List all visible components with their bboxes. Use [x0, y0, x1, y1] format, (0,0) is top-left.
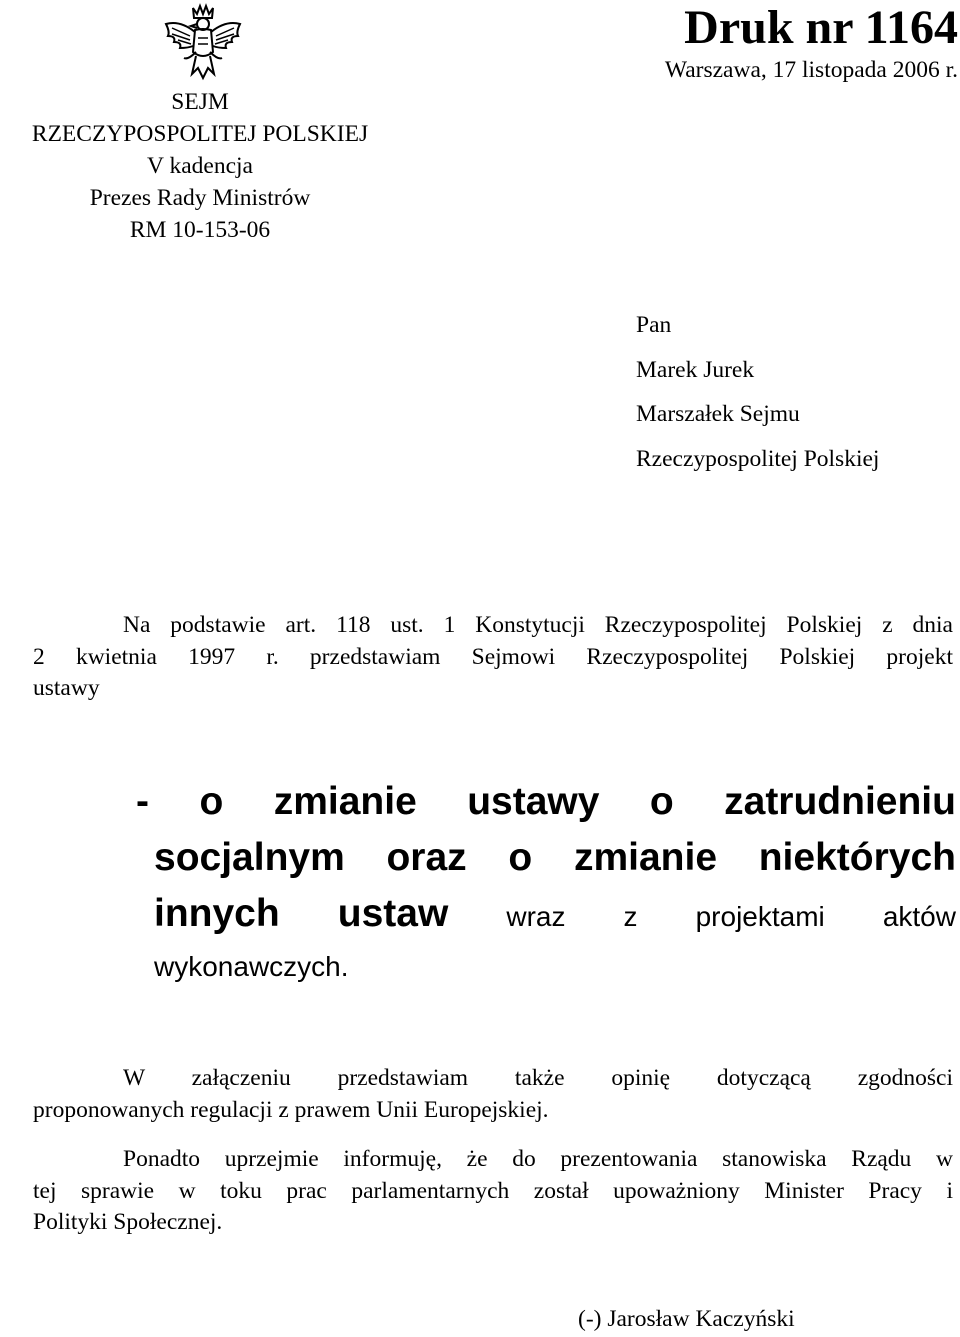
bill-title-line-1 — [136, 774, 956, 830]
attachment-line-2: proponowanych regulacji z prawem Unii Europejskiej. — [33, 1096, 549, 1123]
bill-word: aktów — [882, 901, 956, 932]
bill-word: zatrudnieniu — [724, 780, 956, 823]
bill-title-line-2 — [136, 830, 956, 886]
bill-word: niektórych — [758, 836, 956, 879]
representative-paragraph — [33, 1144, 953, 1239]
intro-paragraph — [33, 610, 953, 705]
bill-word: ustaw — [337, 892, 449, 935]
attachment-line-1: W załączeniu przedstawiam także opinię dotyczącą zgodności — [123, 1065, 953, 1091]
intro-line-3: ustawy — [33, 675, 100, 701]
polish-eagle-emblem-icon — [160, 2, 246, 86]
intro-line-2: 2 kwietnia 1997 r. przedstawiam Sejmowi Rzeczypospolitej Polskiej projekt — [33, 643, 953, 670]
bill-word: o — [508, 836, 533, 879]
republic-line: RZECZYPOSPOLITEJ POLSKIEJ — [31, 121, 369, 147]
bill-word: zmianie — [273, 780, 417, 823]
reference-number: RM 10-153-06 — [129, 217, 271, 243]
bill-title-line-3 — [136, 886, 956, 945]
bill-word: z — [623, 901, 638, 932]
bill-title — [136, 774, 956, 989]
bill-word: zmianie — [573, 836, 718, 879]
addressee-salutation: Pan — [636, 312, 672, 338]
print-number-title: Druk nr 1164 — [684, 1, 958, 54]
bill-word: o — [649, 780, 674, 823]
addressee-block — [636, 303, 879, 481]
bill-word: ustawy — [467, 780, 600, 823]
bill-word: projektami — [695, 901, 825, 932]
representative-line-3: Polityki Społecznej. — [33, 1209, 223, 1235]
addressee-title: Marszałek Sejmu — [636, 401, 800, 427]
sejm-line: SEJM — [171, 89, 229, 115]
addressee-institution: Rzeczypospolitej Polskiej — [636, 445, 880, 472]
signature: (-) Jarosław Kaczyński — [578, 1306, 795, 1332]
bill-dash: - — [136, 780, 149, 823]
representative-line-2: tej sprawie w toku prac parlamentarnych został upoważniony Minister Pracy i — [33, 1177, 953, 1204]
bill-word: wraz — [506, 901, 566, 932]
representative-line-1: Ponadto uprzejmie informuję, że do prezentowania stanowiska Rządu w — [123, 1146, 953, 1172]
bill-word: o — [199, 780, 224, 823]
prime-minister-line: Prezes Rady Ministrów — [89, 185, 311, 211]
date-line: Warszawa, 17 listopada 2006 r. — [664, 57, 958, 83]
bill-word: innych — [154, 892, 280, 935]
attachment-paragraph — [33, 1063, 953, 1126]
addressee-name: Marek Jurek — [636, 356, 755, 383]
bill-word: oraz — [386, 836, 467, 879]
bill-word: socjalnym — [154, 836, 345, 879]
term-line: V kadencja — [147, 153, 253, 179]
bill-title-line-4: wykonawczych. — [154, 951, 349, 982]
eagle-icon — [160, 2, 246, 86]
sender-block — [0, 86, 400, 246]
intro-line-1: Na podstawie art. 118 ust. 1 Konstytucji Rzeczypospolitej Polskiej z dnia — [123, 612, 953, 638]
